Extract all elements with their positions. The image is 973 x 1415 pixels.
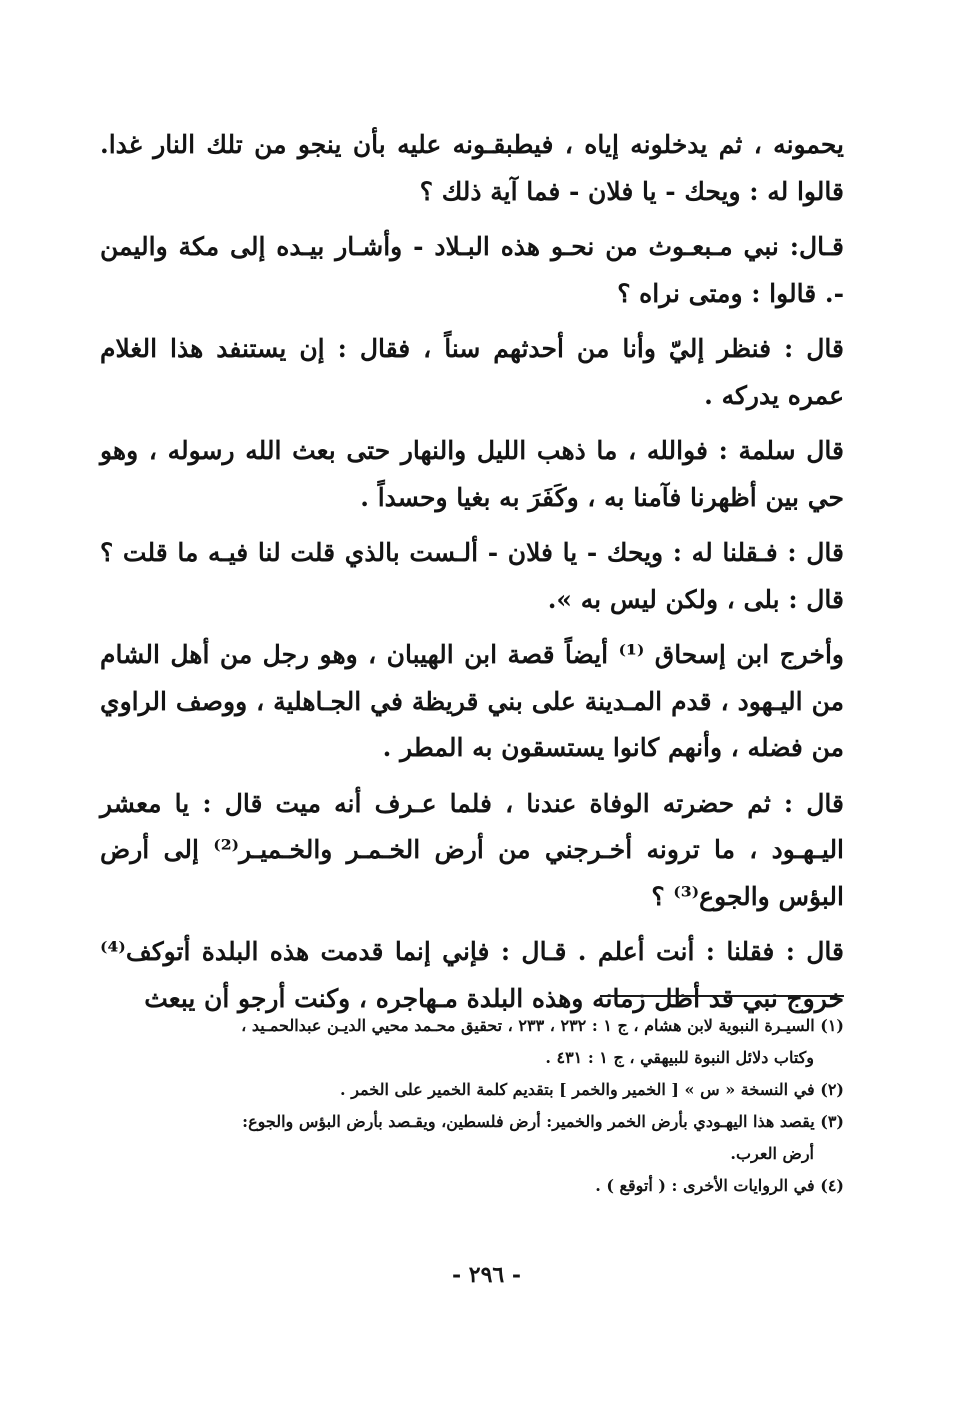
footnote-text: يقصد هذا اليهـودي بأرض الخمر والخمير: أرض فلسطين، ويقـصد بأرض البؤس والجوع:: [242, 1112, 815, 1131]
footnote-text: في النسخة « س » [ الخمير والخمر ] بتقديم كلمة الخمير على الخمر .: [340, 1080, 815, 1099]
footnotes: [100, 1010, 844, 1202]
footnote-separator: [600, 995, 844, 997]
paragraph: قـال: نبي مـبعـوث من نحـو هذه البـلاد - وأشـار بيـده إلى مكة واليمن -. قالوا : ومتى نراه ؟: [100, 232, 844, 308]
page-number: - ٢٩٦ -: [451, 1262, 522, 1288]
footnote-continuation: أرض العرب.: [730, 1144, 814, 1163]
footnote-4: [100, 1170, 844, 1202]
footnote-marker: (٤): [820, 1176, 844, 1195]
paragraph: يحمونه ، ثم يدخلونه إياه ، فيطبقـونه عليه بأن ينجو من تلك النار غدا. قالوا له : ويحك - يا فلان - فما آية ذلك ؟: [100, 130, 844, 206]
paragraph: قال سلمة : فوالله ، ما ذهب الليل والنهار حتى بعث الله رسوله ، وهو حي بين أظهرنا فآمنا به ، وكَفَرَ به بغيا وحسداً .: [100, 436, 844, 512]
footnote-text: في الروايات الأخرى : ( أتوقع ) .: [595, 1176, 815, 1195]
paragraph: قال : فقلنا : أنت أعلم . قـال : فإني إنما قدمت هذه البلدة أتوكف⁽⁴⁾ خروج نبي قد أظل زمانه وهذه البلدة مـهاجره ، وكنت أرجو أن يبعث: [100, 937, 844, 1013]
footnote-marker: (٣): [820, 1112, 844, 1131]
footnote-1: [100, 1010, 844, 1074]
footnote-3: [100, 1106, 844, 1170]
footnote-continuation: وكتاب دلائل النبوة للبيهقي ، ج ١ : ٤٣١ .: [545, 1048, 814, 1067]
paragraph: قال : فنظر إليّ وأنا من أحدثهم سناً ، فقال : إن يستنفد هذا الغلام عمره يدركه .: [100, 334, 844, 410]
footnote-marker: (١): [820, 1016, 844, 1035]
main-text: [100, 122, 844, 1031]
footnote-2: [100, 1074, 844, 1106]
paragraph: وأخرج ابن إسحاق ⁽¹⁾ أيضاً قصة ابن الهيبان ، وهو رجل من أهل الشام من اليـهود ، قدم المـدينة على بني قريظة في الجـاهلية ، ووصف الراوي من فضله ، وأنهم كانوا يستسقون به المطر .: [100, 640, 844, 762]
footnote-text: السيـرة النبوية لابن هشام ، ج ١ : ٢٣٢ ، ٢٣٣ ، تحقيق محـمد محيي الديـن عبدالحمـيد ،: [241, 1016, 815, 1035]
paragraph: قال : فـقلنا له : ويحك - يا فلان - ألـست بالذي قلت لنا فيـه ما قلت ؟ قال : بلى ، ولكن ليس به ».: [100, 538, 844, 614]
paragraph: قال : ثم حضرته الوفاة عندنا ، فلما عـرف أنه ميت قال : يا معشر اليـهـود ، ما ترونه أخـرجني من أرض الخـمـر والخـميـر⁽²⁾ إلى أرض البؤس والجوع⁽³⁾ ؟: [100, 788, 845, 911]
footnote-marker: (٢): [820, 1080, 844, 1099]
